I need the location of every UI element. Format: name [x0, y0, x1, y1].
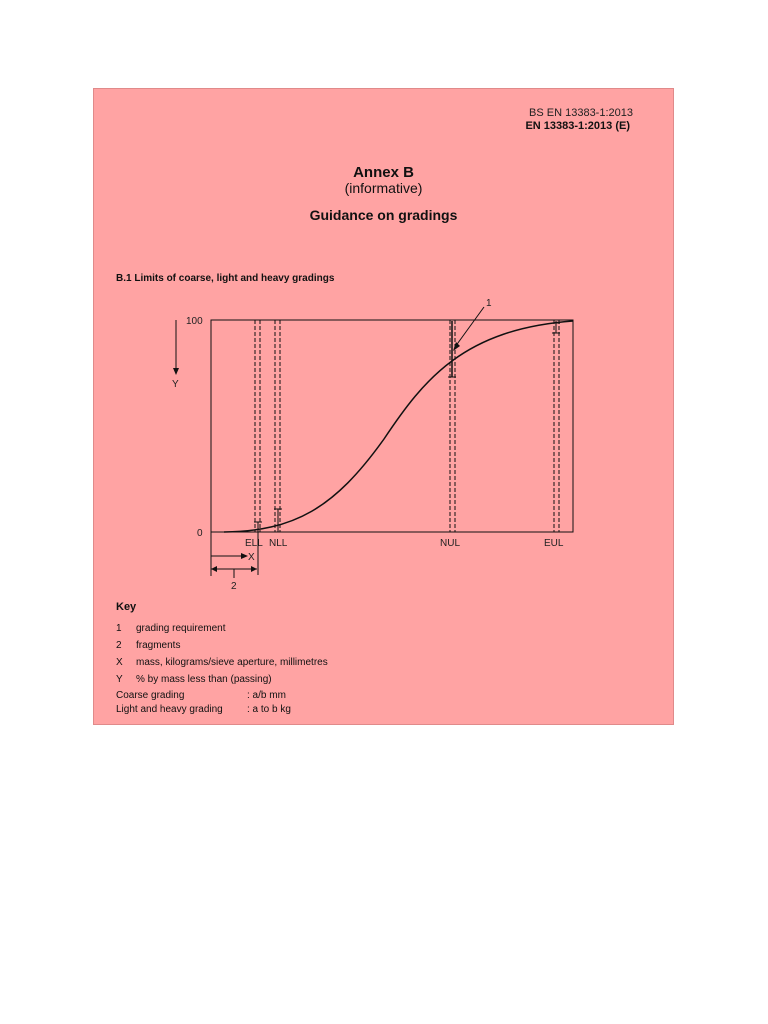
- x-arrow-head: [241, 553, 248, 559]
- y-arrow-head: [173, 368, 179, 375]
- nul-label: NUL: [440, 538, 461, 549]
- standard-bs-number: BS EN 13383-1:2013: [529, 107, 633, 119]
- key-title: Key: [116, 601, 137, 613]
- callout-2-label: 2: [231, 581, 237, 592]
- grading-curve: [224, 321, 573, 532]
- y-top-label: 100: [186, 316, 203, 327]
- section-title: B.1 Limits of coarse, light and heavy gradings: [116, 273, 335, 284]
- eul-label: EUL: [544, 538, 564, 549]
- callout-1-label: 1: [486, 298, 492, 309]
- definition-value: : a/b mm: [247, 690, 286, 701]
- key-label: grading requirement: [136, 623, 226, 634]
- nll-label: NLL: [269, 538, 288, 549]
- key-item: [116, 674, 272, 685]
- key-item: [116, 657, 328, 668]
- key-symbol: Y: [116, 674, 123, 685]
- annex-title: Annex B: [353, 164, 414, 181]
- key-symbol: 2: [116, 640, 122, 651]
- definition-term: Coarse grading: [116, 690, 185, 701]
- definition-term: Light and heavy grading: [116, 704, 223, 715]
- fragments-dim-head-right: [251, 566, 257, 572]
- standard-en-number: EN 13383-1:2013 (E): [525, 120, 630, 132]
- definition-row: [116, 690, 286, 701]
- y-bottom-label: 0: [197, 528, 203, 539]
- ell-label: ELL: [245, 538, 263, 549]
- key-symbol: X: [116, 657, 123, 668]
- document-page: [93, 88, 674, 725]
- key-label: fragments: [136, 640, 181, 651]
- annex-heading: Guidance on gradings: [309, 207, 458, 223]
- x-axis-symbol: X: [248, 552, 255, 563]
- definition-row: [116, 704, 291, 715]
- key-item: [116, 640, 180, 651]
- annex-subtitle: (informative): [344, 180, 423, 196]
- callout-1-leader: [455, 307, 484, 347]
- fragments-dim-head-left: [211, 566, 217, 572]
- y-axis-symbol: Y: [172, 379, 179, 390]
- key-item: [116, 623, 226, 634]
- key-label: % by mass less than (passing): [136, 674, 272, 685]
- key-label: mass, kilograms/sieve aperture, millimetres: [136, 657, 328, 668]
- key-symbol: 1: [116, 623, 122, 634]
- definition-value: : a to b kg: [247, 704, 291, 715]
- callout-1-arrowhead: [453, 342, 460, 351]
